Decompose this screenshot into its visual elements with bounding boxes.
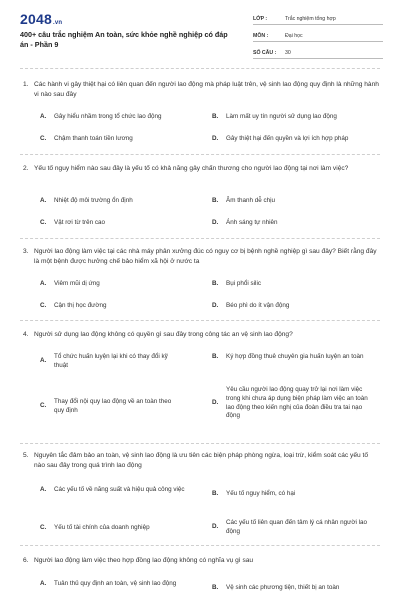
- divider: [20, 154, 380, 155]
- option-letter: B.: [212, 490, 219, 497]
- option-text: Âm thanh dễ chịu: [226, 197, 276, 204]
- option-b[interactable]: [212, 353, 380, 362]
- option-text: Yếu tố tài chính của doanh nghiệp: [54, 524, 150, 531]
- option-letter: C.: [40, 219, 47, 226]
- option-text: Cận thị học đường: [54, 302, 107, 309]
- info-row-question-count: [253, 44, 383, 59]
- option-d[interactable]: [212, 386, 380, 421]
- option-text: Yêu cầu người lao động quay trở lại nơi làm việc trong khi chưa áp dụng biện pháp làm việc an toàn lao động theo kiến nghị của đoàn điều tra tai nạo động: [226, 386, 368, 420]
- option-a[interactable]: [40, 580, 208, 589]
- option-text: Thay đổi nội quy lao động về an toàn theo quy định: [54, 398, 172, 414]
- option-text: Viêm mũi dị ứng: [54, 280, 100, 287]
- info-row-class: [253, 10, 383, 25]
- question-number: 3.: [23, 248, 29, 255]
- document-info-panel: [253, 10, 383, 61]
- question-1: [20, 80, 380, 99]
- option-text: Tuân thủ quy định an toàn, vệ sinh lao động: [54, 580, 177, 587]
- info-value: Trắc nghiệm tổng hợp: [285, 16, 336, 22]
- question-text: Người lao động làm việc theo hợp đồng lao động không có nghĩa vụ gì sau: [34, 557, 254, 564]
- question-text: Các hành vi gây thiệt hại có liên quan đến người lao động mà pháp luật trên, vệ sinh lao động quy định là những hành vi nào sau đây: [34, 81, 379, 98]
- info-value: Đại học: [285, 33, 303, 39]
- question-number: 5.: [23, 452, 29, 459]
- option-b[interactable]: [212, 490, 380, 499]
- option-text: Béo phì do ít vận động: [226, 302, 290, 309]
- question-text: Nguyên tắc đảm bảo an toàn, vệ sinh lao động là ưu tiên các biện pháp phòng ngừa, loại trừ, kiểm soát các yếu tố nào sau đây trong quá trình lao động: [34, 452, 368, 469]
- option-letter: A.: [40, 280, 47, 287]
- option-c[interactable]: [40, 524, 208, 533]
- logo-text: 2048: [20, 11, 52, 27]
- question-number: 4.: [23, 331, 29, 338]
- option-letter: D.: [212, 135, 219, 142]
- question-number: 1.: [23, 81, 29, 88]
- option-text: Ánh sáng tự nhiên: [226, 219, 278, 226]
- divider: [20, 68, 380, 69]
- option-c[interactable]: [40, 398, 208, 416]
- option-b[interactable]: [212, 113, 382, 122]
- question-stem: [20, 556, 380, 566]
- option-d[interactable]: [212, 135, 382, 144]
- option-d[interactable]: [212, 519, 380, 537]
- option-letter: A.: [40, 197, 47, 204]
- option-text: Làm mất uy tín người sử dụng lao động: [226, 113, 337, 120]
- option-c[interactable]: [40, 135, 210, 144]
- divider: [20, 545, 380, 546]
- question-text: Người sử dụng lao động không có quyền gì sau đây trong công tác an vệ sinh lao động?: [34, 331, 293, 338]
- option-letter: C.: [40, 402, 47, 410]
- option-a[interactable]: [40, 197, 210, 206]
- option-b[interactable]: [212, 280, 382, 289]
- option-letter: D.: [212, 302, 219, 309]
- logo-suffix: .vn: [52, 20, 63, 26]
- question-stem: [20, 330, 380, 340]
- option-text: Các yếu tố về năng suất và hiệu quả công việc: [54, 486, 185, 493]
- question-stem: [20, 164, 380, 174]
- option-b[interactable]: [212, 584, 380, 593]
- option-text: Gây hiểu nhầm trong tổ chức lao động: [54, 113, 162, 120]
- question-stem: [20, 247, 380, 266]
- question-2: [20, 164, 380, 174]
- option-text: Vật rơi từ trên cao: [54, 219, 106, 226]
- option-d[interactable]: [212, 219, 382, 228]
- option-letter: C.: [40, 135, 47, 142]
- option-letter: B.: [212, 113, 219, 120]
- option-letter: D.: [212, 399, 219, 407]
- question-stem: [20, 80, 380, 99]
- option-letter: B.: [212, 280, 219, 287]
- question-stem: [20, 451, 380, 470]
- option-a[interactable]: [40, 113, 210, 122]
- question-3: [20, 247, 380, 266]
- option-text: Vệ sinh các phương tiện, thiết bị an toàn: [226, 584, 340, 591]
- option-text: Nhiệt độ môi trường ổn định: [54, 197, 133, 204]
- option-text: Bụi phổi silic: [226, 280, 261, 287]
- info-row-subject: [253, 27, 383, 42]
- option-letter: A.: [40, 580, 47, 587]
- question-number: 2.: [23, 165, 29, 172]
- option-letter: B.: [212, 197, 219, 204]
- option-letter: B.: [212, 584, 219, 591]
- info-value: 30: [285, 50, 291, 56]
- option-letter: B.: [212, 353, 219, 360]
- option-letter: C.: [40, 302, 47, 309]
- divider: [20, 238, 380, 239]
- option-text: Yếu tố nguy hiểm, có hại: [226, 490, 296, 497]
- info-label: SỐ CÂU :: [253, 50, 277, 56]
- option-d[interactable]: [212, 302, 382, 311]
- option-letter: A.: [40, 113, 47, 120]
- question-text: Yếu tố nguy hiểm nào sau đây là yếu tố có khả năng gây chấn thương cho người lao động tại nơi làm việc?: [34, 165, 349, 172]
- divider: [20, 320, 380, 321]
- option-letter: A.: [40, 486, 47, 493]
- option-letter: D.: [212, 523, 219, 531]
- info-label: MÔN :: [253, 33, 269, 39]
- document-header: [0, 0, 400, 62]
- option-text: Gây thiệt hại đến quyền và lợi ích hợp pháp: [226, 135, 349, 142]
- option-letter: A.: [40, 357, 47, 365]
- option-text: Chậm thanh toán tiền lương: [54, 135, 133, 142]
- option-a[interactable]: [40, 280, 210, 289]
- option-text: Các yếu tố liên quan đến tâm lý cá nhân người lao động: [226, 519, 368, 535]
- option-a[interactable]: [40, 486, 208, 495]
- document-title: 400+ câu trắc nghiệm An toàn, sức khỏe nghề nghiệp có đáp án - Phần 9: [20, 30, 228, 49]
- question-5: [20, 451, 380, 470]
- question-6: [20, 556, 380, 566]
- divider: [20, 443, 380, 444]
- option-letter: D.: [212, 219, 219, 226]
- option-text: Tổ chức huấn luyện lại khi có thay đổi kỹ thuật: [54, 353, 168, 369]
- info-label: LỚP :: [253, 16, 268, 22]
- question-4: [20, 330, 380, 340]
- option-a[interactable]: [40, 353, 208, 371]
- option-c[interactable]: [40, 219, 210, 228]
- option-letter: C.: [40, 524, 47, 531]
- question-text: Người lao động làm việc tại các nhà máy phân xưởng đúc có nguy cơ bị bệnh nghề nghiệp gì sau đây? Biết rằng đây là một bệnh được hưởng chế bảo hiểm xã hội ở nước ta: [34, 248, 377, 265]
- option-b[interactable]: [212, 197, 382, 206]
- question-number: 6.: [23, 557, 29, 564]
- option-c[interactable]: [40, 302, 210, 311]
- site-logo[interactable]: [20, 11, 62, 27]
- option-text: Ký hợp đồng thuê chuyên gia huấn luyện an toàn: [226, 353, 364, 360]
